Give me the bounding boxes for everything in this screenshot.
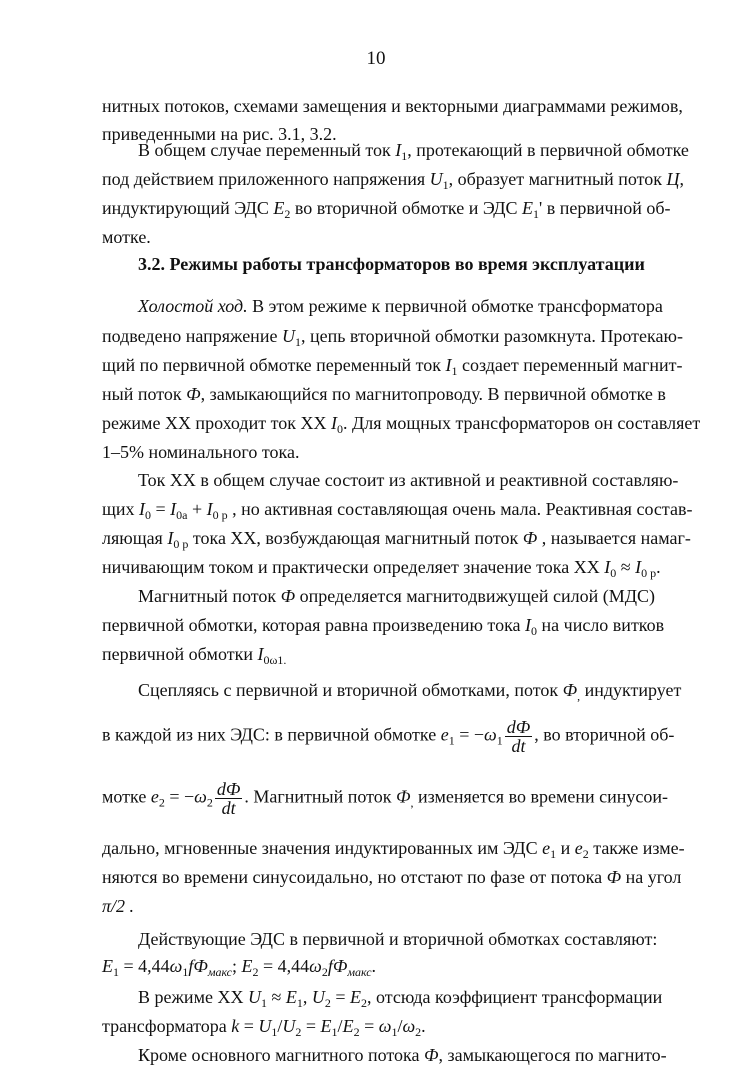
text-line: первичной обмотки $I_{0\omega 1.}$ (102, 644, 287, 667)
text-line: ный поток Ф, замыкающийся по магнитопроводу. В первичной обмотке в (102, 384, 666, 404)
derivative-fraction: dФ dt (506, 717, 531, 756)
text-line: под действием приложенного напряжения $U_1$, образует магнитный поток Ц, (102, 169, 685, 192)
text-line: щий по первичной обмотке переменный ток $I_1$ создает переменный магнит- (102, 355, 683, 378)
text-line: дально, мгновенные значения индуктированных им ЭДС $e_1$ и $e_2$ также изме- (102, 838, 685, 861)
text-line: первичной обмотки, которая равна произведению тока $I_0$ на число витков (102, 615, 665, 638)
text-line: 1–5% номинального тока. (102, 442, 300, 462)
text-line: В общем случае переменный ток $I_1$, протекающий в первичной обмотке (138, 140, 689, 163)
text-line: В режиме ХХ $U_1 \approx E_1$, $U_2 = E_2$, отсюда коэффициент трансформации (138, 987, 663, 1010)
text-line: в каждой из них ЭДС: в первичной обмотке $e_1 = -\omega_1$ dФ dt , во вторичной об- (102, 717, 675, 756)
text-line: мотке. (102, 227, 151, 247)
text-line: Холостой ход. В этом режиме к первичной обмотке трансформатора (138, 296, 663, 316)
text-line: трансформатора $k = U_1/U_2 = E_1/E_2 = \omega_1/\omega_2$. (102, 1016, 426, 1039)
section-heading: 3.2. Режимы работы трансформаторов во время эксплуатации (138, 254, 645, 274)
text-line: режиме ХХ проходит ток ХХ $I_0$. Для мощных трансформаторов он составляет (102, 413, 701, 436)
text-line: приведенными на рис. 3.1, 3.2. (102, 124, 337, 144)
derivative-fraction: dФ dt (216, 779, 241, 818)
text-line: Действующие ЭДС в первичной и вторичной обмотках составляют: (138, 929, 658, 949)
text-line: мотке $e_2 = -\omega_2$ dФ dt . Магнитный поток $Ф_,$ изменяется во времени синусои- (102, 779, 668, 818)
text-line: Кроме основного магнитного потока Ф, замыкающегося по магнито- (138, 1045, 667, 1065)
text-line: Сцепляясь с первичной и вторичной обмотками, поток $Ф_,$ индуктирует (138, 680, 682, 703)
text-line: щих $I_0 = I_{0а} + I_{0 р}$ , но активная составляющая очень мала. Реактивная состав- (102, 499, 693, 522)
text-line: ничивающим током и практически определяет значение тока ХХ $I_0 \approx I_{0 р}$. (102, 557, 661, 580)
text-line: нитных потоков, схемами замещения и векторными диаграммами режимов, (102, 96, 683, 116)
page-number: 10 (366, 48, 386, 69)
text-line: Магнитный поток Ф определяется магнитодвижущей силой (МДС) (138, 586, 656, 606)
text-line: подведено напряжение $U_1$, цепь вторичной обмотки разомкнута. Протекаю- (102, 326, 683, 349)
text-line: $E_1 = 4,44\omega_1fФ_{макс}$; $E_2 = 4,44\omega_2fФ_{макс}$. (102, 956, 377, 979)
text-line: индуктирующий ЭДС $E_2$ во вторичной обмотке и ЭДС $E_1'$ в первичной об- (102, 198, 671, 221)
text-line: π/2 . (102, 896, 135, 916)
text-line: няются во времени синусоидально, но отстают по фазе от потока Ф на угол (102, 867, 682, 887)
text-line: ляющая $I_{0 р}$ тока ХХ, возбуждающая магнитный поток Ф , называется намаг- (102, 528, 691, 551)
text-line: Ток ХХ в общем случае состоит из активной и реактивной составляю- (138, 470, 679, 490)
